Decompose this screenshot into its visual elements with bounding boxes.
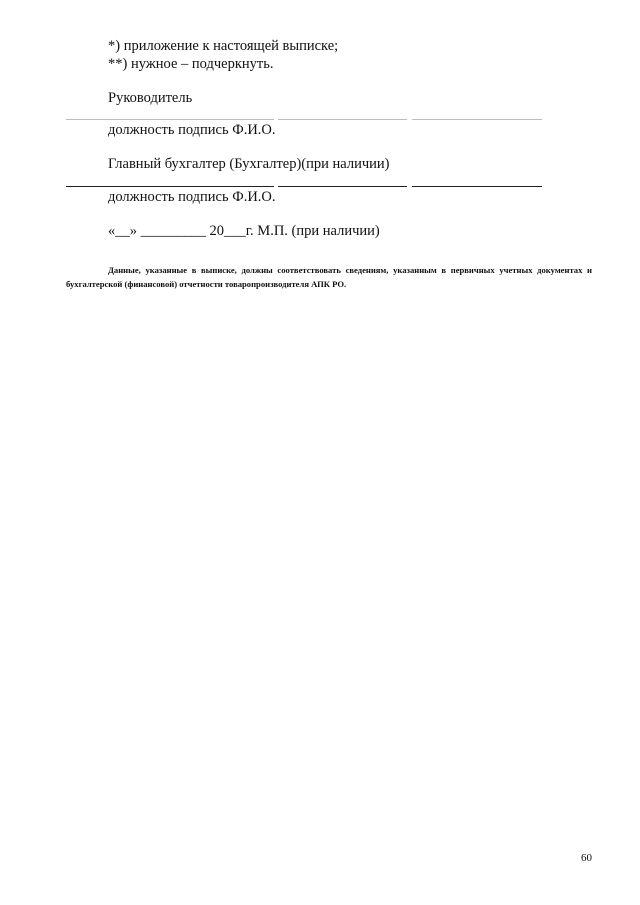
accountant-title: Главный бухгалтер (Бухгалтер)(при наличии) [108, 156, 390, 172]
head-signature-line-position [66, 119, 274, 120]
head-signature-line-sign [278, 119, 407, 120]
accountant-signature-line-sign [278, 186, 407, 187]
accountant-signature-caption: должность подпись Ф.И.О. [108, 189, 276, 205]
page-number: 60 [581, 852, 592, 864]
head-signature-line-name [412, 119, 542, 120]
head-signature-caption: должность подпись Ф.И.О. [108, 122, 276, 138]
footnote-underline: **) нужное – подчеркнуть. [108, 56, 274, 72]
accountant-signature-line-name [412, 186, 542, 187]
date-stamp-line: «__» _________ 20___г. М.П. (при наличии) [108, 223, 380, 239]
data-compliance-note: Данные, указанные в выписке, должны соответствовать сведениям, указанным в первичных учетных документах и бухгалтерской (финансовой) отчетности товаропроизводителя АПК РО. [66, 265, 592, 289]
head-title: Руководитель [108, 90, 193, 106]
footnote-appendix: *) приложение к настоящей выписке; [108, 38, 339, 54]
accountant-signature-line-position [66, 186, 274, 187]
